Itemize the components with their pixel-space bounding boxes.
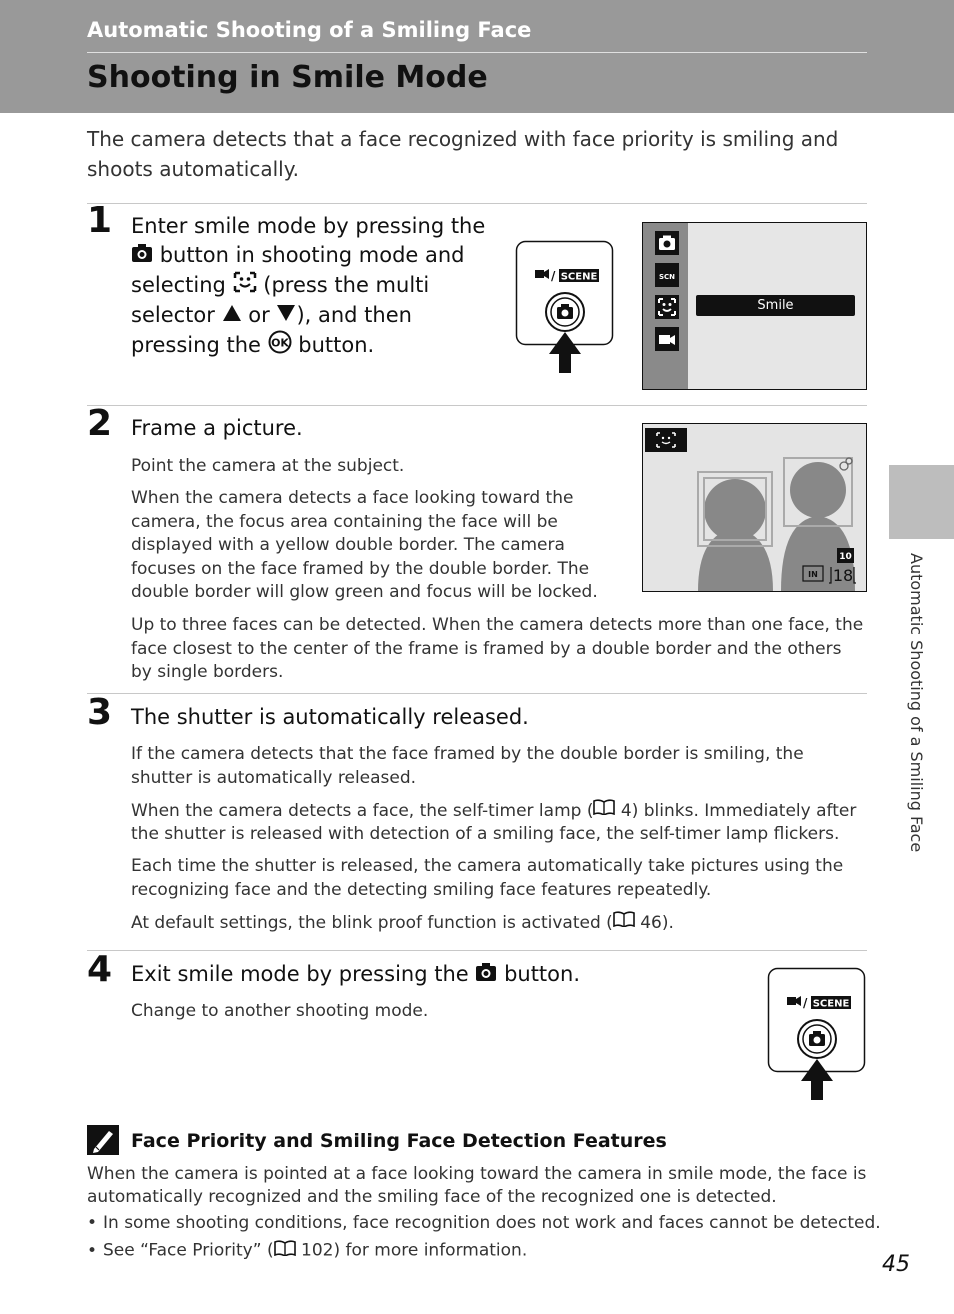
camera-icon [131, 242, 153, 271]
camera-icon [475, 961, 497, 990]
page-title: Shooting in Smile Mode [87, 60, 488, 95]
step-2-title: Frame a picture. [131, 416, 303, 440]
step-3-para [131, 799, 867, 847]
ok-button-icon [268, 330, 292, 362]
step-1-line: ), and then [296, 302, 412, 327]
step-3-text: 46). [640, 912, 674, 933]
step-2-para: Up to three faces can be detected. When the camera detects more than one face, the face closest to the center of the frame is framed by a double border and the others by single borders. [131, 615, 864, 682]
divider [87, 693, 867, 694]
step-3-para: If the camera detects that the face framed by the double border is smiling, the shutter is automatically released. [131, 744, 804, 788]
step-1-line: selecting [131, 272, 226, 297]
smile-mode-indicator-icon [645, 428, 687, 452]
step-3-number: 3 [87, 692, 113, 733]
step-1-title [131, 212, 501, 362]
step-1-line: or [248, 302, 270, 327]
page-header [0, 0, 954, 113]
book-icon [593, 799, 615, 823]
movie-mode-icon [655, 327, 679, 355]
step-3-text: At default settings, the blink proof function is activated ( [131, 912, 613, 933]
header-divider [87, 52, 867, 53]
mode-menu-screen [642, 222, 867, 390]
movie-icon [535, 269, 549, 279]
shooting-mode-button-diagram [515, 240, 615, 379]
smile-mode-icon [233, 271, 257, 301]
step-4-para: Change to another shooting mode. [131, 1001, 429, 1021]
section-title: Automatic Shooting of a Smiling Face [87, 18, 532, 42]
svg-text:OK: OK [270, 336, 289, 350]
step-2-number: 2 [87, 403, 113, 444]
step-1-line: button in shooting mode and [159, 243, 465, 267]
svg-text:10: 10 [839, 552, 852, 562]
svg-text:IN: IN [808, 570, 818, 579]
note-bullet-text: 102) for more information. [301, 1240, 528, 1261]
step-3-para: Each time the shutter is released, the camera automatically take pictures using the recognizing face and the detecting smiling face features repeatedly. [131, 856, 844, 900]
shooting-mode-button-diagram [767, 967, 867, 1106]
divider [87, 203, 867, 204]
face-detection-screen [642, 423, 867, 592]
shots-remaining: 18 [832, 566, 854, 585]
book-icon [613, 911, 635, 935]
step-1-line: pressing the [131, 333, 261, 357]
note-bullet: • See “Face Priority” ( 102) for more information. [87, 1240, 528, 1261]
step-1-line: button. [298, 333, 375, 357]
divider [87, 405, 867, 406]
divider [87, 950, 867, 951]
menu-item-smile: Smile [696, 295, 855, 316]
camera-mode-icon [655, 231, 679, 259]
step-1-number: 1 [87, 200, 113, 241]
step-3-text: When the camera detects a face, the self-timer lamp ( [131, 800, 594, 821]
up-arrow-icon [222, 301, 242, 330]
page-number: 45 [882, 1252, 910, 1277]
book-icon [274, 1240, 296, 1261]
step-4-text: Exit smile mode by pressing the [131, 962, 469, 986]
svg-text:SCN: SCN [658, 273, 676, 281]
chapter-tab [889, 465, 954, 539]
svg-text:/: / [551, 269, 556, 283]
down-arrow-icon [276, 301, 296, 330]
step-4-title [131, 960, 580, 990]
scene-label: SCENE [560, 271, 598, 283]
step-4-text: button. [504, 962, 581, 986]
smile-mode-icon [655, 295, 679, 323]
scene-label: SCENE [812, 998, 850, 1010]
scene-mode-icon [655, 263, 679, 291]
chapter-tab-label: Automatic Shooting of a Smiling Face [907, 553, 926, 853]
intro-text: The camera detects that a face recognized with face priority is smiling and shoots automatically. [87, 127, 839, 181]
step-4-number: 4 [87, 949, 113, 990]
movie-icon [787, 996, 801, 1006]
note-bullet-text: See “Face Priority” ( [103, 1240, 274, 1261]
svg-text:/: / [803, 996, 808, 1010]
step-2-para: When the camera detects a face looking toward the camera, the focus area containing the face will be displayed with a yellow double border. The camera focuses on the face framed by the double border. The double border will glow green and focus will be locked. [131, 488, 598, 602]
step-1-line: Enter smile mode by pressing the [131, 214, 486, 238]
note-body: When the camera is pointed at a face looking toward the camera in smile mode, the face is automatically recognized and the smiling face of the recognized one is detected. [87, 1164, 867, 1207]
step-3-para [131, 911, 867, 935]
step-2-para: Point the camera at the subject. [131, 456, 405, 476]
note-bullet: • In some shooting conditions, face recognition does not work and faces cannot be detected. [87, 1213, 881, 1233]
note-title: Face Priority and Smiling Face Detection Features [131, 1130, 667, 1152]
step-3-text: 4) blinks. Immediately after the shutter is released with detection of a smiling face, the self-timer lamp flickers. [131, 800, 857, 845]
step-1-line: (press the multi [263, 272, 430, 297]
note-icon [87, 1125, 119, 1159]
step-3-title: The shutter is automatically released. [131, 705, 529, 729]
note-bullet-text: In some shooting conditions, face recognition does not work and faces cannot be detected. [103, 1213, 881, 1233]
step-1-line: selector [131, 302, 215, 327]
